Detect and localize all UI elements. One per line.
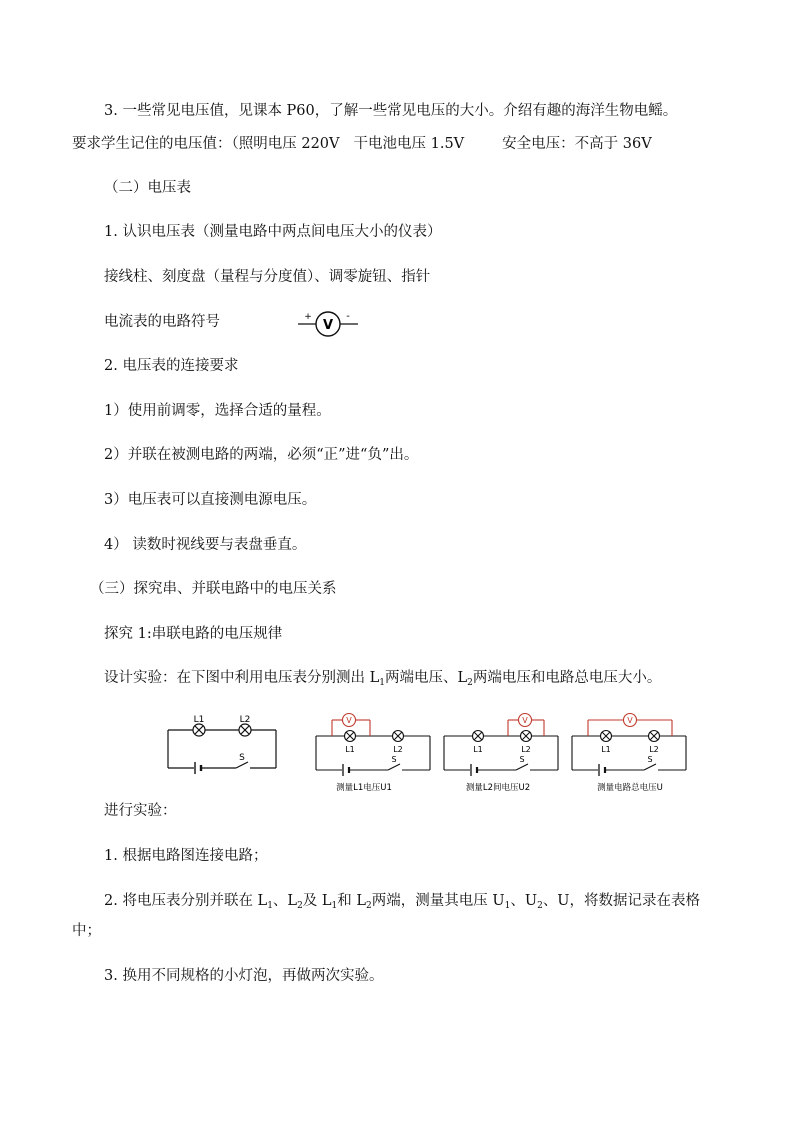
lamp-2-label-2: L2 [393, 745, 403, 754]
rule-3: 3）电压表可以直接测电源电压。 [104, 492, 317, 508]
explore-1-title: 探究 1:串联电路的电压规律 [104, 626, 283, 642]
step-2: 2. 将电压表分别并联在 $L_1$、$L_2$及 $L_1$和 $L_2$两端，测量其电压 $U_1$、$U_2$、U，将数据记录在表格 [104, 893, 701, 911]
lamp-1-label-2: L1 [345, 745, 355, 754]
plus-terminal: + [304, 312, 312, 322]
item-know-voltmeter: 1. 认识电压表（测量电路中两点间电压大小的仪表） [104, 224, 442, 240]
section-heading-explore: （三）探究串、并联电路中的电压关系 [90, 581, 337, 597]
item-connection-requirements: 2. 电压表的连接要求 [104, 358, 239, 374]
battery-voltage-text: 干电池电压 1.5V [353, 136, 465, 152]
meter-label-3: V [627, 716, 633, 725]
switch-label-2: S [391, 755, 397, 764]
safe-voltage-text: 安全电压：不高于 36V [502, 136, 652, 152]
design-experiment-text: 设计实验：在下图中利用电压表分别测出 $L_1$两端电压、$L_2$两端电压和电路总电压大小。 [104, 670, 662, 688]
series-circuit-diagram [164, 710, 282, 776]
step-3: 3. 换用不同规格的小灯泡，再做两次实验。 [104, 968, 384, 984]
meter-label-1: V [346, 716, 352, 725]
rule-4: 4） 读数时视线要与表盘垂直。 [104, 537, 307, 553]
lighting-voltage-text: 要求学生记住的电压值：（照明电压 220V [72, 136, 340, 152]
caption-measure-l2: 测量L2间电压U2 [465, 783, 531, 793]
circuit-measure-total [568, 708, 692, 796]
paragraph-voltage-values: 3. 一些常见电压值，见课本 P60，了解一些常见电压的大小。介绍有趣的海洋生物电鳐。 [104, 103, 678, 119]
switch-label-3: S [519, 755, 525, 764]
caption-measure-total: 测量电路总电压U [597, 783, 663, 793]
lamp-1-label-3: L1 [473, 745, 483, 754]
lamp-1-label-4: L1 [601, 745, 611, 754]
lamp-2-label: L2 [239, 715, 251, 725]
section-heading-voltmeter: （二）电压表 [104, 180, 191, 196]
voltmeter-letter: V [322, 318, 334, 333]
step-1: 1. 根据电路图连接电路； [104, 848, 268, 864]
conduct-experiment-title: 进行实验： [104, 803, 177, 819]
lamp-2-label-4: L2 [649, 745, 659, 754]
lamp-2-label-3: L2 [521, 745, 531, 754]
caption-measure-l1: 测量L1电压U1 [336, 783, 392, 793]
circuit-measure-l2 [440, 708, 564, 796]
switch-label: S [239, 753, 245, 763]
voltmeter-symbol-icon [296, 308, 360, 340]
switch-label-4: S [647, 755, 653, 764]
rule-2: 2）并联在被测电路的两端，必须“正”进“负”出。 [104, 447, 419, 463]
paragraph-remember-values [72, 134, 652, 154]
minus-terminal: - [346, 311, 350, 322]
symbol-label: 电流表的电路符号 [104, 314, 220, 330]
item-voltmeter-parts: 接线柱、刻度盘（量程与分度值）、调零旋钮、指针 [104, 269, 431, 285]
step-2-continuation: 中； [72, 923, 101, 939]
meter-label-2: V [522, 716, 528, 725]
circuit-measure-l1 [312, 708, 436, 796]
lamp-1-label: L1 [193, 715, 205, 725]
rule-1: 1）使用前调零，选择合适的量程。 [104, 403, 331, 419]
